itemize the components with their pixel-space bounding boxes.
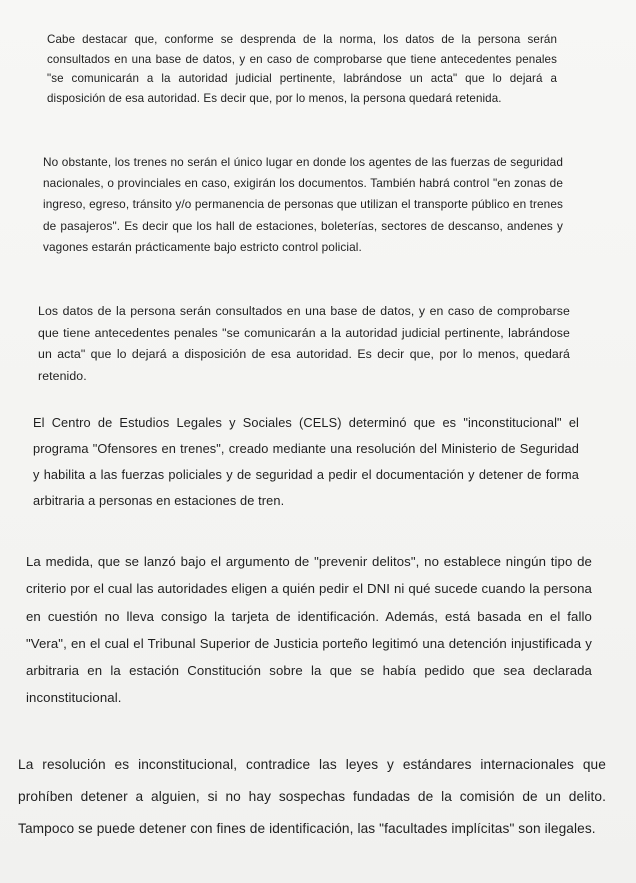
paragraph-3: Los datos de la persona serán consultados en una base de datos, y en caso de comprobarse que tiene antecedentes penales "se comunicarán a la autoridad judicial pertinente, labrándose un acta" que lo dejará a disposición de esa autoridad. Es decir que, por lo menos, quedará retenido. [38, 304, 570, 383]
paragraph-2: No obstante, los trenes no serán el único lugar en donde los agentes de las fuerzas de seguridad nacionales, o provinciales en caso, exigirán los documentos. También habrá control "en zonas de ingreso, egreso, tránsito y/o permanencia de personas que utilizan el transporte público en trenes de pasajeros". Es decir que los hall de estaciones, boleterías, sectores de descanso, andenes y vagones estarán prácticamente bajo estricto control policial. [43, 155, 563, 254]
paragraph-5: La medida, que se lanzó bajo el argumento de "prevenir delitos", no establece ningún tipo de criterio por el cual las autoridades eligen a quién pedir el DNI ni qué sucede cuando la persona en cuestión no lleva consigo la tarjeta de identificación. Además, está basada en el fallo "Vera", en el cual el Tribunal Superior de Justicia porteño legitimó una detención injustificada y arbitraria en la estación Constitución sobre la que se había pedido que sea declarada inconstitucional. [26, 554, 592, 706]
paragraph-6: La resolución es inconstitucional, contradice las leyes y estándares internacionales que prohíben detener a alguien, si no hay sospechas fundadas de la comisión de un delito. Tampoco se puede detener con fines de identificación, las "facultades implícitas" son ilegales. [18, 757, 606, 836]
paragraph-4: El Centro de Estudios Legales y Sociales (CELS) determinó que es "inconstitucional" el programa "Ofensores en trenes", creado mediante una resolución del Ministerio de Seguridad y habilita a las fuerzas policiales y de seguridad a pedir el documentación y detener de forma arbitraria a personas en estaciones de tren. [33, 415, 579, 508]
paragraph-1: Cabe destacar que, conforme se desprenda de la norma, los datos de la persona serán consultados en una base de datos, y en caso de comprobarse que tiene antecedentes penales "se comunicarán a la autoridad judicial pertinente, labrándose un acta" que lo dejará a disposición de esa autoridad. Es decir que, por lo menos, la persona quedará retenida. [47, 33, 557, 105]
